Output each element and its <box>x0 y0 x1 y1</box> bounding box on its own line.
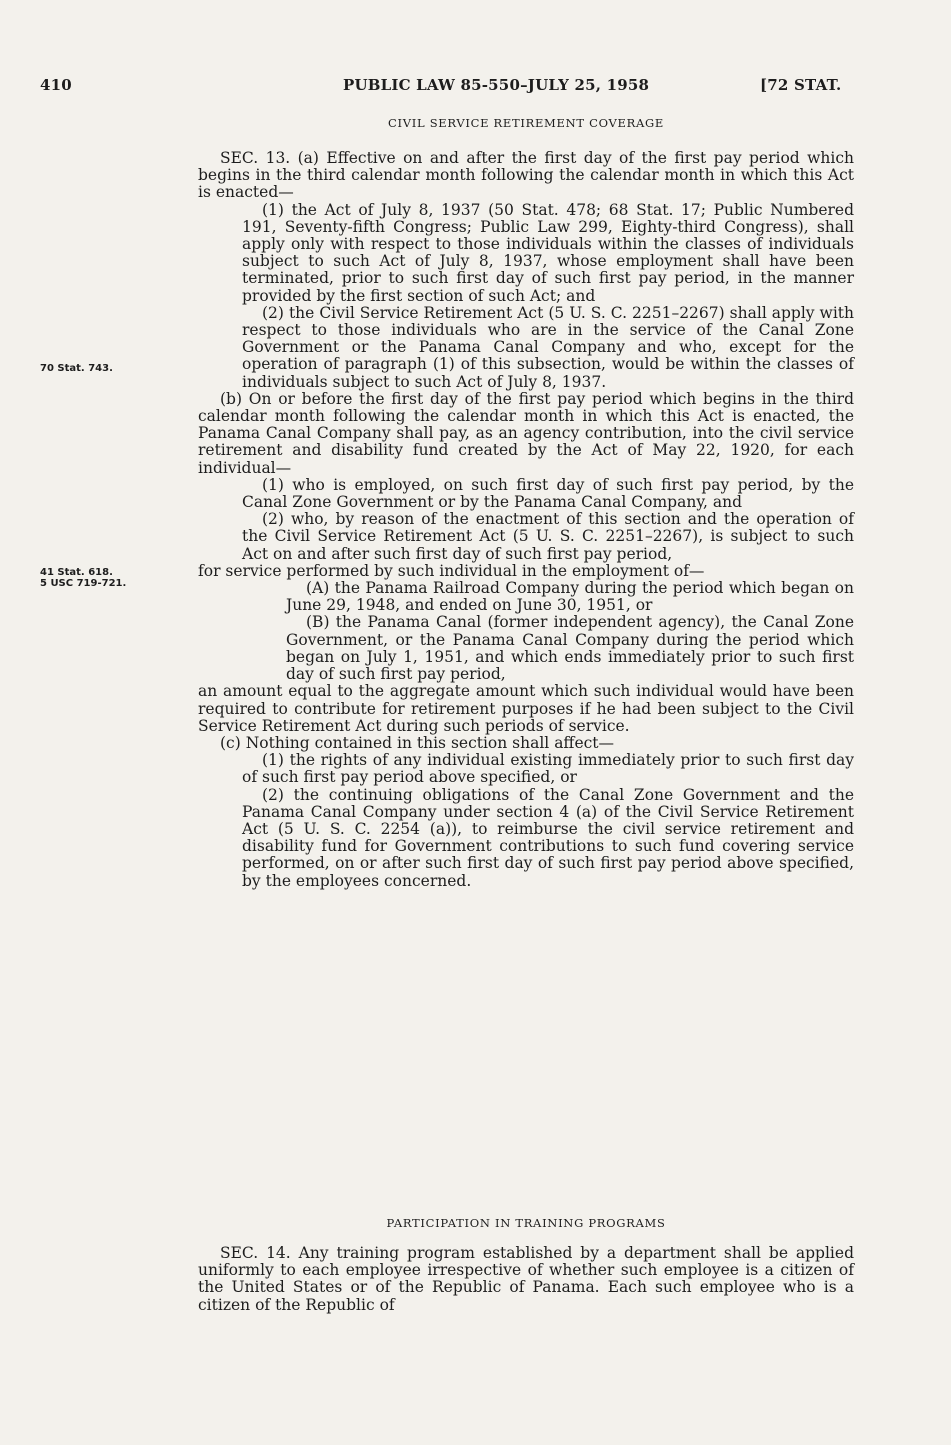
paragraph-sec13-c-1: (1) the rights of any individual existing immediately prior to such first day of such first pay period above specified, or <box>242 751 854 787</box>
paragraph-sec13-c-2: (2) the continuing obligations of the Canal Zone Government and the Panama Canal Company under section 4 (a) of the Civil Service Retirement Act (5 U. S. C. 2254 (a)), to reimburse the civil service retirement and disability fund for Government contributions to such fund covering service performed, on or after such first day of such first pay period above specified, by the employees concerned. <box>242 785 854 890</box>
page-number: 410 <box>40 76 72 94</box>
paragraph-sec13-b-1: (1) who is employed, on such first day of such first pay period, by the Canal Zone Government or by the Panama Canal Company, and <box>242 475 854 512</box>
paragraph-sec14: SEC. 14. Any training program established by a department shall be applied uniformly to each employee irrespective of whether such employee is a citizen of the United States or of the Republic of Panama. Each such employee who is a citizen of the Republic of <box>198 1244 854 1314</box>
running-title: PUBLIC LAW 85-550–JULY 25, 1958 <box>343 76 650 94</box>
paragraph-sec13-a-1: (1) the Act of July 8, 1937 (50 Stat. 478; 68 Stat. 17; Public Numbered 191, Seventy-fifth Congress; Public Law 299, Eighty-third Congress), shall apply only with respect to those individuals within the classes of individuals subject to such Act of July 8, 1937, whose employment shall have been terminated, prior to such first day of such first pay period, in the manner provided by the first section of such Act; and <box>242 200 854 305</box>
volume-reference: [72 STAT. <box>760 76 842 94</box>
paragraph-sec13-b-B: (B) the Panama Canal (former independent agency), the Canal Zone Government, or the Panama Canal Company during the period which began on July 1, 1951, and which ends immediately prior to such first day of such first pay period, <box>286 613 854 684</box>
paragraph-sec13-c: (c) Nothing contained in this section shall affect— <box>220 733 615 752</box>
margin-note-line: 70 Stat. 743. <box>40 363 113 374</box>
margin-note-70-stat <box>40 363 113 374</box>
paragraph-sec13-b: (b) On or before the first day of the first pay period which begins in the third calendar month following the calendar month in which this Act is enacted, the Panama Canal Company shall pay, as an agency contribution, into the civil service retirement and disability fund created by the Act of May 22, 1920, for each individual— <box>198 389 854 477</box>
section-heading-civil-service: CIVIL SERVICE RETIREMENT COVERAGE <box>388 116 664 130</box>
paragraph-sec13-a-2: (2) the Civil Service Retirement Act (5 U. S. C. 2251–2267) shall apply with respect to those individuals who are in the service of the Canal Zone Government or the Panama Canal Company and who, except for the operation of paragraph (1) of this subsection, would be within the classes of individuals subject to such Act of July 8, 1937. <box>242 303 854 391</box>
paragraph-sec13-b-A: (A) the Panama Railroad Company during the period which began on June 29, 1948, and ended on June 30, 1951, or <box>286 579 854 615</box>
paragraph-sec13-b-amount: an amount equal to the aggregate amount which such individual would have been required to contribute for retirement purposes if he had been subject to the Civil Service Retirement Act during such periods of service. <box>198 682 854 735</box>
paragraph-sec13-a: SEC. 13. (a) Effective on and after the first day of the first pay period which begins in the third calendar month following the calendar month in which this Act is enacted— <box>198 149 854 202</box>
paragraph-sec13-b-2: (2) who, by reason of the enactment of this section and the operation of the Civil Service Retirement Act (5 U. S. C. 2251–2267), is subject to such Act on and after such first day of such first pay period, <box>242 510 854 563</box>
section-14-text <box>198 1245 854 1314</box>
margin-note-line: 5 USC 719-721. <box>40 578 127 589</box>
margin-note-41-stat <box>40 567 126 589</box>
margin-note-line: 41 Stat. 618. <box>40 567 113 578</box>
section-13-text <box>198 150 854 890</box>
section-heading-training: PARTICIPATION IN TRAINING PROGRAMS <box>386 1216 666 1230</box>
paragraph-sec13-b-service: for service performed by such individual in the employment of— <box>198 561 705 580</box>
